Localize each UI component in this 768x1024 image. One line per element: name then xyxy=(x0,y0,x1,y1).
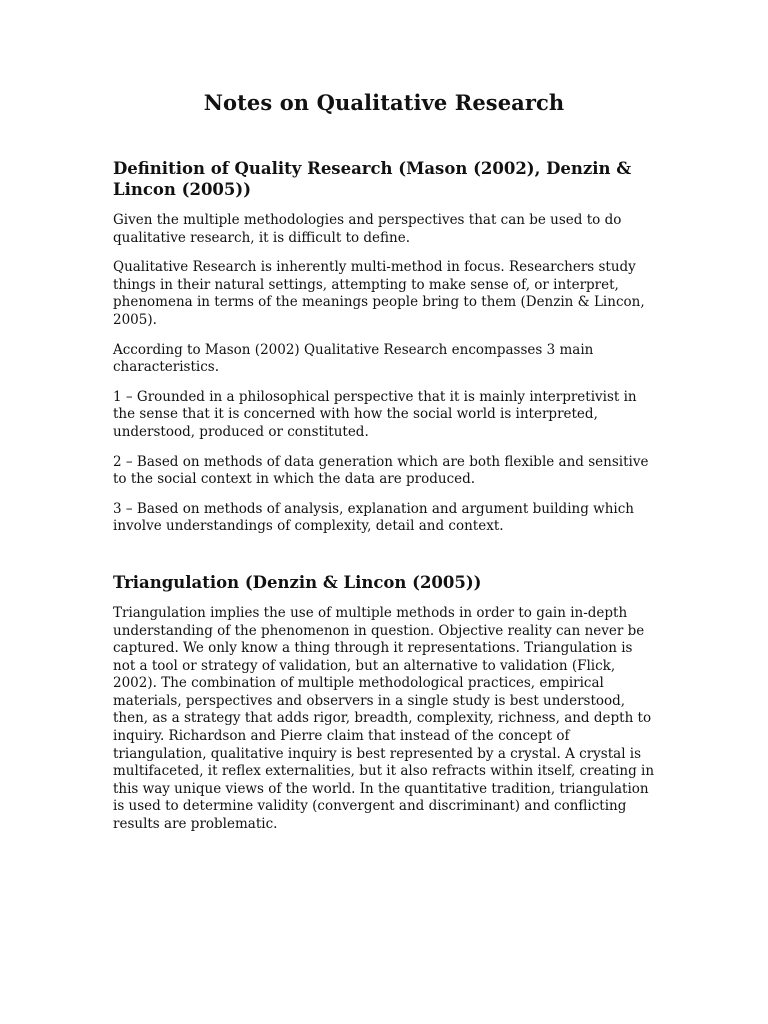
section-triangulation xyxy=(113,572,658,834)
paragraph: 2 – Based on methods of data generation which are both flexible and sensitive to the social context in which the data are produced. xyxy=(113,453,649,488)
paragraph: Given the multiple methodologies and perspectives that can be used to do qualitative research, it is difficult to define. xyxy=(113,212,622,246)
section-heading: Definition of Quality Research (Mason (2002), Denzin & Lincon (2005)) xyxy=(113,159,632,199)
section-heading: Triangulation (Denzin & Lincon (2005)) xyxy=(113,572,482,592)
paragraph: Qualitative Research is inherently multi-method in focus. Researchers study things in their natural settings, attempting to make sense of, or interpret, phenomena in terms of the meanings people bring to them (Denzin & Lincon, 2005). xyxy=(113,259,645,328)
paragraph: Triangulation implies the use of multiple methods in order to gain in-depth understanding of the phenomenon in question. Objective reality can never be captured. We only know a thing through it representations. Triangulation is not a tool or strategy of validation, but an alternative to validation (Flick, 2002). The combination of multiple methodological practices, empirical materials, perspectives and observers in a single study is best understood, then, as a strategy that adds rigor, breadth, complexity, richness, and depth to inquiry. Richardson and Pierre claim that instead of the concept of triangulation, qualitative inquiry is best represented by a crystal. A crystal is multifaceted, it reflex externalities, but it also refracts within itself, creating in this way unique views of the world. In the quantitative tradition, triangulation is used to determine validity (convergent and discriminant) and conflicting results are problematic. xyxy=(113,604,655,833)
document-body xyxy=(113,158,658,846)
paragraph: 1 – Grounded in a philosophical perspective that it is mainly interpretivist in the sense that it is concerned with how the social world is interpreted, understood, produced or constituted. xyxy=(113,388,637,440)
page-title: Notes on Qualitative Research xyxy=(203,90,565,115)
section-definition xyxy=(113,158,658,536)
paragraph: According to Mason (2002) Qualitative Research encompasses 3 main characteristics. xyxy=(113,341,594,376)
paragraph: 3 – Based on methods of analysis, explanation and argument building which involve understandings of complexity, detail and context. xyxy=(113,500,634,535)
